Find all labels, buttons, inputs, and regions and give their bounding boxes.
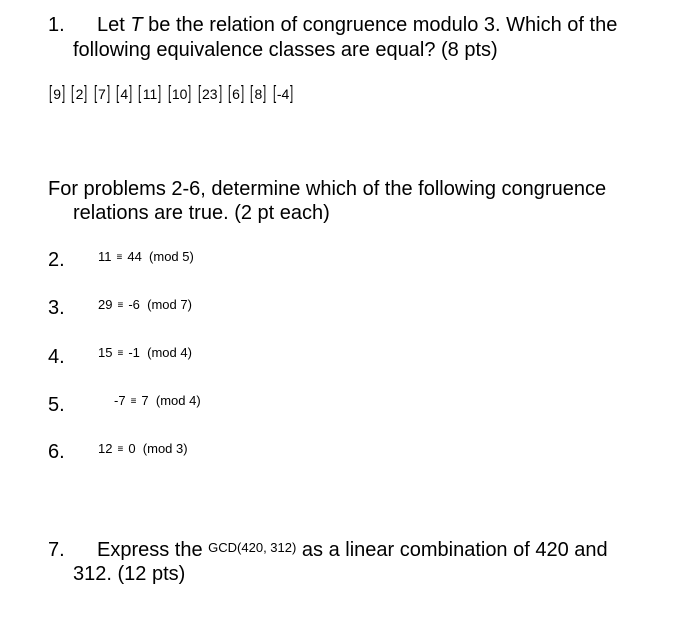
q1-text-line1 [97,13,617,37]
congruence-expression: -7 ≡ 7 (mod 4) [114,393,201,408]
class-item: [ 2 ] [71,83,88,104]
class-item: [ 4 ] [116,83,133,104]
congruence-expression: 29 ≡ -6 (mod 7) [98,297,192,312]
q1-text-pre: Let [97,14,131,36]
q1-text-post: be the relation of congruence modulo 3. Which of the [142,14,618,36]
congruence-expression: 12 ≡ 0 (mod 3) [98,441,188,456]
intro-line2: relations are true. (2 pt each) [73,202,330,224]
class-item: [ 11 ] [138,83,162,104]
class-item: [ -4 ] [272,83,294,104]
congruence-symbol: ≡ [117,347,124,359]
problem-number: 5. [48,394,65,416]
q1-number: 1. [48,14,65,36]
congruence-symbol: ≡ [116,251,123,263]
congruence-expression: 11 ≡ 44 (mod 5) [98,249,194,264]
class-item: [ 7 ] [93,83,111,104]
problem-number: 6. [48,441,65,463]
congruence-symbol: ≡ [117,299,124,311]
congruence-expression: 15 ≡ -1 (mod 4) [98,345,192,360]
q7-text-line1: Express the $^{GCD(420, 312)}$ as a linear combination of 420 and [97,539,608,561]
class-item: [ 9 ] [49,83,66,104]
class-item: [ 8 ] [250,83,267,104]
class-item: [ 6 ] [227,83,245,104]
q1-var: T [130,14,143,36]
problem-number: 3. [48,297,65,319]
problem-number: 2. [48,249,65,271]
intro-line1: For problems 2-6, determine which of the following congruence [48,178,607,200]
congruence-symbol: ≡ [130,395,137,407]
equivalence-classes [48,84,295,103]
q7-number: 7. [48,539,65,561]
class-item: [ 10 ] [167,83,192,104]
q7-text-line2: 312. (12 pts) [73,563,186,585]
q1-text-line2: following equivalence classes are equal? (8 pts) [73,39,498,61]
gcd-expression: GCD(420, 312) [208,540,297,555]
class-item: [ 23 ] [197,83,222,104]
congruence-symbol: ≡ [117,443,124,455]
problem-number: 4. [48,346,65,368]
